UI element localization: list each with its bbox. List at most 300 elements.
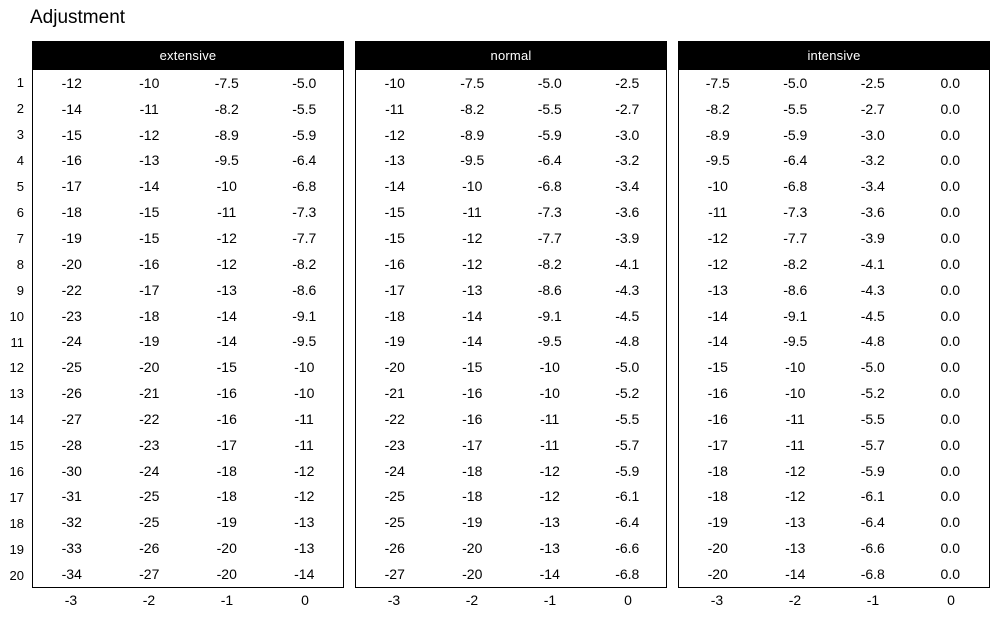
table-cell: -7.3 (292, 204, 317, 221)
table-cell: -14 (216, 333, 237, 350)
table-cell: -17 (707, 436, 728, 453)
column-label: -1 (543, 592, 557, 608)
table-cell: -8.9 (460, 126, 485, 143)
column-label: -1 (866, 592, 880, 608)
table-cell: -11 (139, 100, 159, 117)
table-cell: -12 (539, 462, 560, 479)
panel-intensive (678, 41, 990, 612)
table-cell: -9.5 (214, 152, 239, 169)
table-row (33, 277, 343, 303)
table-row (356, 277, 666, 303)
table-cell: -12 (384, 126, 405, 143)
table-cell: 0.0 (940, 540, 960, 557)
table-row (356, 122, 666, 148)
table-cell: -33 (61, 540, 82, 557)
table-row (33, 535, 343, 561)
table-row (679, 380, 989, 406)
table-row (679, 561, 989, 587)
table-cell: -13 (139, 152, 160, 169)
table-cell: -7.7 (292, 229, 317, 246)
table-cell: -12 (785, 462, 806, 479)
table-cell: -10 (539, 385, 560, 402)
table-cell: -18 (707, 462, 728, 479)
table-cell: -23 (139, 436, 160, 453)
table-cell: 0.0 (940, 565, 960, 582)
table-cell: -16 (139, 255, 160, 272)
table-cell: -10 (785, 359, 806, 376)
table-cell: -12 (139, 126, 160, 143)
table-cell: -16 (707, 410, 728, 427)
table-cell: -27 (139, 565, 160, 582)
table-cell: 0.0 (940, 255, 960, 272)
table-row (356, 484, 666, 510)
table-cell: -25 (139, 488, 160, 505)
table-cell: -8.2 (460, 100, 485, 117)
table-cell: 0.0 (940, 307, 960, 324)
table-cell: -17 (384, 281, 405, 298)
table-cell: -11 (540, 410, 560, 427)
table-row (33, 122, 343, 148)
table-row (356, 225, 666, 251)
table-cell: -7.7 (537, 229, 562, 246)
table-cell: -4.3 (615, 281, 640, 298)
table-cell: -21 (139, 385, 160, 402)
table-cell: -5.0 (860, 359, 885, 376)
row-label: 16 (9, 464, 24, 480)
table-cell: -12 (216, 229, 237, 246)
table-row (33, 303, 343, 329)
table-cell: 0.0 (940, 74, 960, 91)
column-label: -2 (142, 592, 156, 608)
table-cell: -7.5 (214, 74, 239, 91)
table-row (356, 148, 666, 174)
table-cell: 0.0 (940, 281, 960, 298)
table-cell: -6.8 (615, 565, 640, 582)
table-cell: -12 (294, 462, 315, 479)
table-cell: -15 (139, 204, 160, 221)
panel-header-normal: normal (355, 41, 667, 70)
table-cell: -4.8 (860, 333, 885, 350)
table-row (33, 70, 343, 96)
table-cell: -19 (139, 333, 160, 350)
row-label: 4 (16, 153, 24, 169)
column-label: -3 (64, 592, 78, 608)
table-cell: -10 (139, 74, 160, 91)
table-row (679, 328, 989, 354)
table-cell: -5.5 (860, 410, 885, 427)
table-cell: -7.3 (537, 204, 562, 221)
panel-body (678, 70, 990, 588)
row-label: 9 (16, 282, 24, 298)
row-label: 7 (16, 230, 24, 246)
table-cell: -22 (61, 281, 82, 298)
table-cell: -34 (61, 565, 82, 582)
table-cell: -24 (384, 462, 405, 479)
table-row (679, 354, 989, 380)
table-cell: -13 (216, 281, 237, 298)
table-cell: -9.5 (460, 152, 485, 169)
table-cell: -22 (139, 410, 160, 427)
table-cell: -6.4 (783, 152, 808, 169)
table-cell: 0.0 (940, 204, 960, 221)
table-cell: -18 (462, 488, 483, 505)
table-cell: -23 (384, 436, 405, 453)
table-cell: -23 (61, 307, 82, 324)
table-row (679, 96, 989, 122)
table-cell: -5.5 (537, 100, 562, 117)
row-label: 20 (9, 567, 24, 583)
table-cell: -18 (139, 307, 160, 324)
table-cell: -5.9 (783, 126, 808, 143)
table-cell: -8.6 (292, 281, 317, 298)
table-row (33, 328, 343, 354)
table-row (356, 96, 666, 122)
table-cell: -18 (462, 462, 483, 479)
table-cell: -14 (707, 307, 728, 324)
table-cell: -14 (139, 178, 160, 195)
panels-container (32, 41, 990, 612)
row-label: 19 (9, 541, 24, 557)
table-cell: -7.5 (460, 74, 485, 91)
table-cell: -11 (785, 410, 805, 427)
table-cell: 0.0 (940, 436, 960, 453)
table-row (679, 277, 989, 303)
table-cell: -8.6 (783, 281, 808, 298)
table-row (356, 328, 666, 354)
table-row (356, 406, 666, 432)
table-cell: -6.8 (292, 178, 317, 195)
table-cell: -8.9 (214, 126, 239, 143)
table-cell: -12 (462, 229, 483, 246)
table-cell: -19 (384, 333, 405, 350)
table-cell: -3.4 (615, 178, 640, 195)
table-cell: 0.0 (940, 385, 960, 402)
row-label: 17 (9, 489, 24, 505)
table-cell: -16 (707, 385, 728, 402)
table-row (679, 484, 989, 510)
table-cell: -14 (216, 307, 237, 324)
table-row (356, 509, 666, 535)
row-label: 14 (9, 412, 24, 428)
table-cell: 0.0 (940, 462, 960, 479)
table-cell: -12 (294, 488, 315, 505)
table-cell: 0.0 (940, 488, 960, 505)
table-row (679, 122, 989, 148)
table-cell: -13 (785, 540, 806, 557)
table-row (356, 199, 666, 225)
table-cell: -10 (785, 385, 806, 402)
table-row (33, 96, 343, 122)
table-row (356, 561, 666, 587)
table-cell: -18 (707, 488, 728, 505)
row-label: 3 (16, 127, 24, 143)
table-cell: -7.7 (783, 229, 808, 246)
table-cell: -18 (61, 204, 82, 221)
table-cell: -13 (785, 514, 806, 531)
table-cell: -14 (707, 333, 728, 350)
table-cell: -5.0 (615, 359, 640, 376)
table-cell: -5.7 (860, 436, 885, 453)
table-cell: -28 (61, 436, 82, 453)
table-cell: -17 (216, 436, 237, 453)
table-row (33, 406, 343, 432)
table-cell: -19 (216, 514, 237, 531)
table-cell: -20 (707, 540, 728, 557)
table-row (356, 70, 666, 96)
table-cell: -15 (139, 229, 160, 246)
table-cell: -2.5 (615, 74, 640, 91)
table-cell: -7.3 (783, 204, 808, 221)
table-cell: -18 (216, 488, 237, 505)
table-cell: -24 (61, 333, 82, 350)
table-row (679, 535, 989, 561)
table-cell: -11 (385, 100, 405, 117)
table-cell: -5.9 (860, 462, 885, 479)
row-label: 13 (9, 386, 24, 402)
table-cell: -19 (61, 229, 82, 246)
table-cell: -16 (462, 410, 483, 427)
table-row (679, 148, 989, 174)
table-cell: -16 (216, 410, 237, 427)
table-cell: -2.7 (860, 100, 885, 117)
table-row (33, 225, 343, 251)
table-cell: -12 (462, 255, 483, 272)
table-cell: -5.2 (615, 385, 640, 402)
column-label: 0 (624, 592, 632, 608)
table-cell: -27 (384, 565, 405, 582)
table-cell: -5.5 (292, 100, 317, 117)
row-labels-column (0, 70, 28, 588)
table-cell: -12 (216, 255, 237, 272)
table-cell: -9.1 (783, 307, 808, 324)
table-cell: -12 (707, 255, 728, 272)
panel-footer (32, 588, 344, 612)
table-cell: -11 (294, 410, 314, 427)
table-cell: -15 (707, 359, 728, 376)
table-row (356, 535, 666, 561)
table-cell: -15 (216, 359, 237, 376)
table-cell: -5.9 (292, 126, 317, 143)
panel-header-extensive: extensive (32, 41, 344, 70)
panel-body (355, 70, 667, 588)
column-label: -1 (220, 592, 234, 608)
table-cell: -8.9 (705, 126, 730, 143)
panel-header-intensive: intensive (678, 41, 990, 70)
table-cell: -3.0 (860, 126, 885, 143)
table-cell: -13 (539, 514, 560, 531)
table-cell: -6.8 (860, 565, 885, 582)
table-cell: -13 (462, 281, 483, 298)
table-row (356, 354, 666, 380)
table-cell: -5.0 (537, 74, 562, 91)
table-cell: -18 (216, 462, 237, 479)
table-cell: -9.1 (537, 307, 562, 324)
table-cell: -8.2 (783, 255, 808, 272)
table-cell: -10 (294, 385, 315, 402)
table-row (679, 225, 989, 251)
table-cell: -11 (708, 204, 728, 221)
table-cell: -6.6 (860, 540, 885, 557)
panel-normal (355, 41, 667, 612)
table-cell: -11 (462, 204, 482, 221)
table-cell: -25 (139, 514, 160, 531)
row-label: 15 (9, 438, 24, 454)
table-cell: -3.0 (615, 126, 640, 143)
table-row (356, 458, 666, 484)
table-cell: -17 (61, 178, 82, 195)
panel-footer (678, 588, 990, 612)
table-row (33, 380, 343, 406)
table-cell: -10 (294, 359, 315, 376)
table-cell: -14 (61, 100, 82, 117)
table-cell: -12 (785, 488, 806, 505)
table-cell: -6.8 (537, 178, 562, 195)
table-cell: -15 (384, 229, 405, 246)
table-row (356, 380, 666, 406)
table-row (33, 484, 343, 510)
table-cell: -5.9 (615, 462, 640, 479)
table-cell: -20 (384, 359, 405, 376)
table-cell: -20 (139, 359, 160, 376)
table-cell: -3.9 (860, 229, 885, 246)
table-cell: 0.0 (940, 178, 960, 195)
table-cell: -25 (384, 514, 405, 531)
table-cell: -4.1 (860, 255, 885, 272)
table-row (679, 173, 989, 199)
table-cell: -2.5 (860, 74, 885, 91)
table-cell: -5.2 (860, 385, 885, 402)
table-row (679, 70, 989, 96)
table-cell: -4.5 (860, 307, 885, 324)
table-cell: -4.5 (615, 307, 640, 324)
table-row (679, 432, 989, 458)
table-cell: 0.0 (940, 152, 960, 169)
table-cell: 0.0 (940, 359, 960, 376)
table-cell: -25 (384, 488, 405, 505)
table-row (356, 251, 666, 277)
table-cell: -13 (384, 152, 405, 169)
table-cell: -3.4 (860, 178, 885, 195)
table-cell: 0.0 (940, 229, 960, 246)
table-cell: -5.5 (783, 100, 808, 117)
row-label: 12 (9, 360, 24, 376)
table-cell: -19 (462, 514, 483, 531)
table-row (33, 509, 343, 535)
table-cell: -12 (539, 488, 560, 505)
table-cell: -25 (61, 359, 82, 376)
table-cell: -32 (61, 514, 82, 531)
table-cell: -2.7 (615, 100, 640, 117)
table-row (679, 509, 989, 535)
table-cell: -12 (61, 74, 82, 91)
table-cell: -6.6 (615, 540, 640, 557)
table-cell: -20 (61, 255, 82, 272)
table-cell: -6.4 (615, 514, 640, 531)
table-cell: -26 (384, 540, 405, 557)
row-label: 1 (16, 75, 24, 91)
table-cell: -6.8 (783, 178, 808, 195)
table-cell: -30 (61, 462, 82, 479)
table-cell: 0.0 (940, 514, 960, 531)
table-cell: -9.5 (783, 333, 808, 350)
table-cell: -8.2 (537, 255, 562, 272)
table-cell: -14 (539, 565, 560, 582)
table-cell: -16 (216, 385, 237, 402)
table-row (356, 173, 666, 199)
table-cell: -9.5 (292, 333, 317, 350)
table-cell: -31 (61, 488, 82, 505)
column-label: -2 (465, 592, 479, 608)
panel-body (32, 70, 344, 588)
table-cell: 0.0 (940, 333, 960, 350)
table-cell: -11 (540, 436, 560, 453)
table-cell: -14 (462, 307, 483, 324)
table-cell: -10 (539, 359, 560, 376)
table-cell: -11 (785, 436, 805, 453)
column-label: -2 (788, 592, 802, 608)
table-cell: -16 (61, 152, 82, 169)
table-cell: -13 (539, 540, 560, 557)
table-cell: -3.2 (615, 152, 640, 169)
column-label: -3 (387, 592, 401, 608)
table-cell: -17 (139, 281, 160, 298)
table-row (679, 303, 989, 329)
table-cell: -6.1 (615, 488, 640, 505)
column-label: 0 (301, 592, 309, 608)
table-cell: -6.1 (860, 488, 885, 505)
row-label: 11 (10, 334, 24, 350)
table-row (33, 354, 343, 380)
table-cell: -11 (294, 436, 314, 453)
table-cell: -6.4 (292, 152, 317, 169)
table-cell: -9.1 (292, 307, 317, 324)
table-cell: -19 (707, 514, 728, 531)
table-row (33, 251, 343, 277)
table-cell: -9.5 (705, 152, 730, 169)
panel-extensive (32, 41, 344, 612)
table-cell: -3.2 (860, 152, 885, 169)
table-cell: -10 (384, 74, 405, 91)
table-cell: -6.4 (537, 152, 562, 169)
table-cell: -9.5 (537, 333, 562, 350)
table-row (33, 173, 343, 199)
table-cell: -13 (707, 281, 728, 298)
table-cell: -20 (216, 565, 237, 582)
table-cell: -24 (139, 462, 160, 479)
table-row (679, 406, 989, 432)
table-cell: 0.0 (940, 410, 960, 427)
row-label: 6 (16, 204, 24, 220)
table-cell: -14 (785, 565, 806, 582)
table-cell: -15 (462, 359, 483, 376)
table-cell: -20 (462, 540, 483, 557)
row-label: 8 (16, 256, 24, 272)
table-cell: -20 (216, 540, 237, 557)
table-cell: -5.9 (537, 126, 562, 143)
table-cell: -16 (462, 385, 483, 402)
row-label: 2 (16, 101, 24, 117)
table-row (33, 432, 343, 458)
row-label: 18 (9, 515, 24, 531)
table-cell: -5.5 (615, 410, 640, 427)
table-cell: -8.2 (214, 100, 239, 117)
table-row (33, 458, 343, 484)
table-cell: -21 (384, 385, 405, 402)
table-cell: -26 (61, 385, 82, 402)
table-cell: -20 (462, 565, 483, 582)
table-cell: -6.4 (860, 514, 885, 531)
table-cell: -5.0 (783, 74, 808, 91)
